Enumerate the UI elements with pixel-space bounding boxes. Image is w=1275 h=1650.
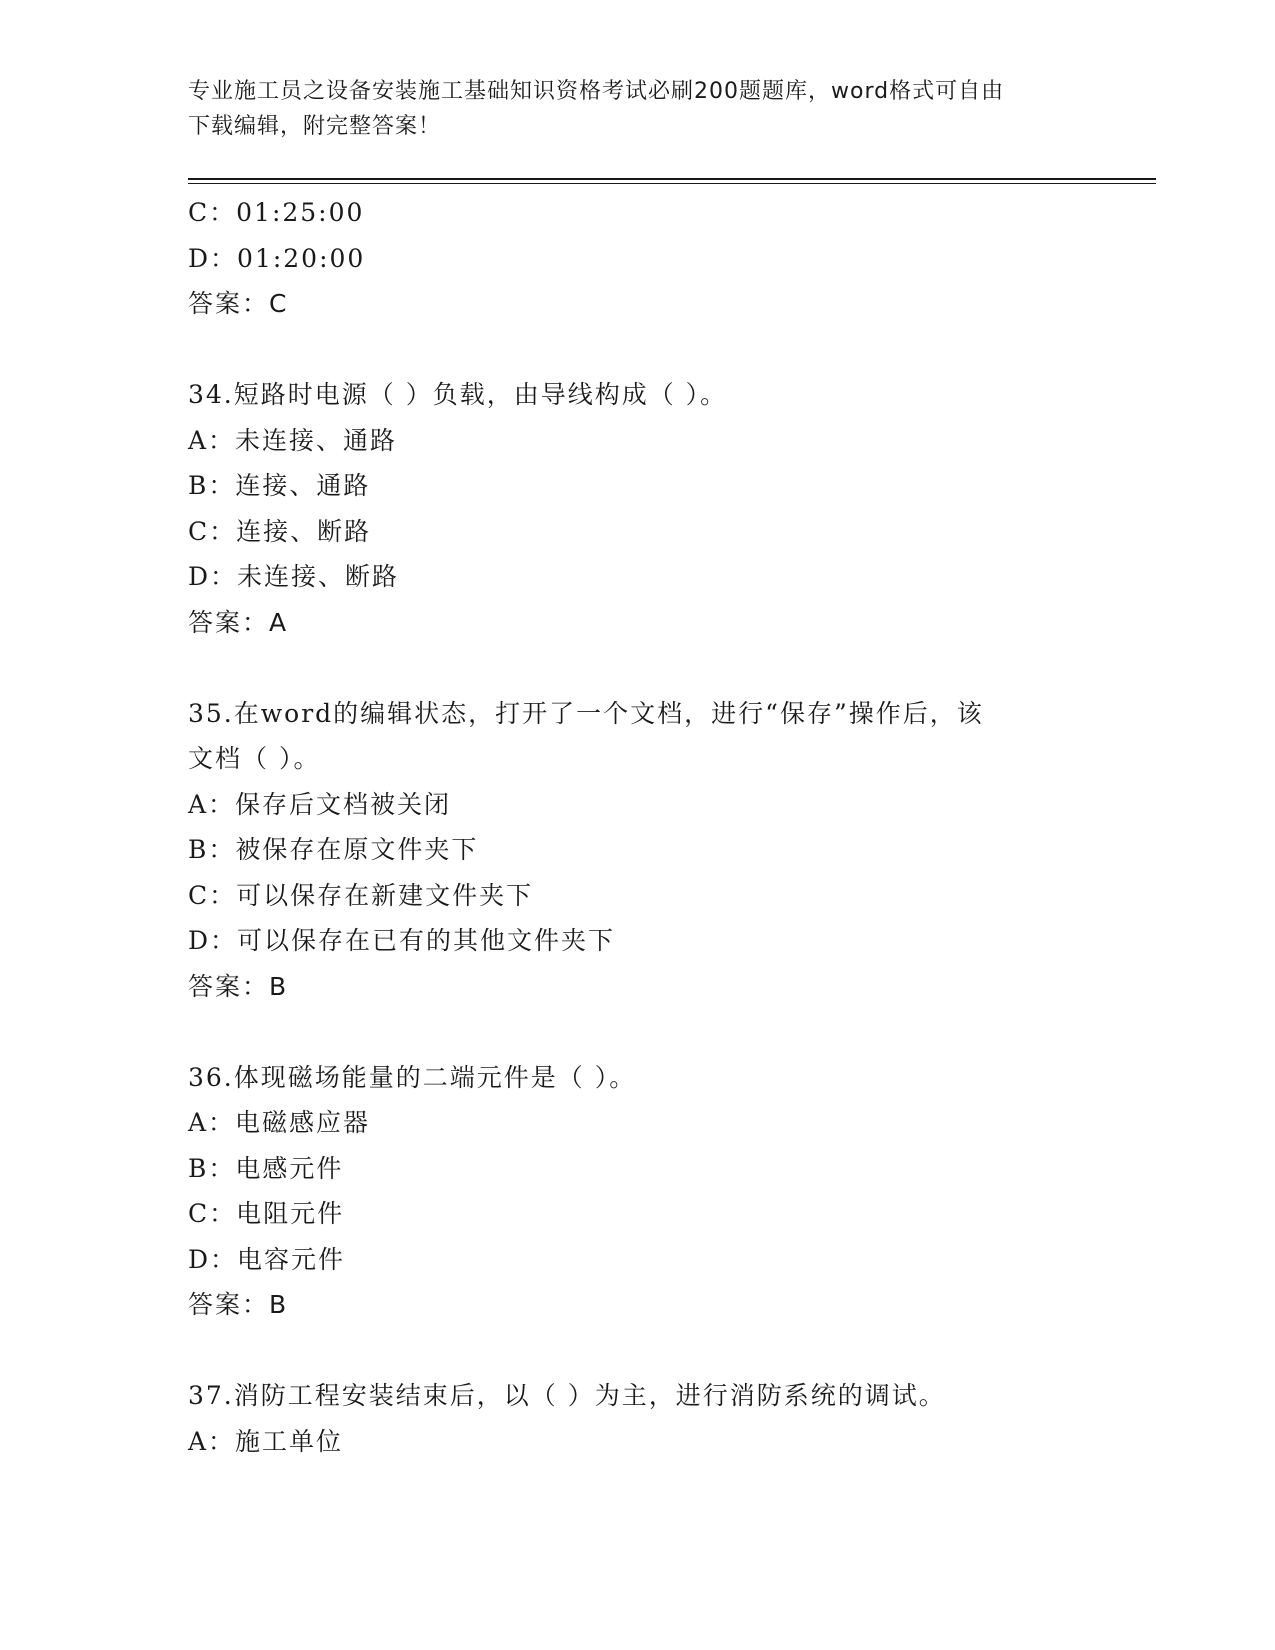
option-a: A：电磁感应器 [188,1108,371,1137]
question-list [188,190,1088,1464]
option-b: B：电感元件 [188,1153,344,1183]
option-c: C：连接、断路 [188,516,372,546]
question-33-continued [188,190,1088,327]
option-d: D：电容元件 [188,1244,346,1274]
option-a: A：未连接、通路 [188,425,398,455]
option-c: C：电阻元件 [188,1199,345,1228]
header-divider-thick [188,178,1156,180]
answer-line: 答案：B [188,971,289,1001]
answer-line: 答案：C [188,289,289,318]
option-b: B：连接、通路 [188,471,371,500]
option-d: D：01:20:00 [188,243,366,273]
question-text: 37.消防工程安装结束后，以（ ）为主，进行消防系统的调试。 [188,1381,946,1410]
option-d: D：可以保存在已有的其他文件夹下 [188,926,616,955]
answer-line: 答案：A [188,607,289,637]
spacer [188,327,1088,373]
spacer [188,1009,1088,1055]
answer-line: 答案：B [188,1290,289,1319]
question-text: 36.体现磁场能量的二端元件是（ ）。 [188,1062,637,1092]
question-34 [188,372,1088,645]
document-header [188,74,1088,144]
question-text: 34.短路时电源（ ）负载，由导线构成（ ）。 [188,380,728,409]
spacer [188,1328,1088,1374]
header-title-line-1: 专业施工员之设备安装施工基础知识资格考试必刷200题题库，word格式可自由 [188,79,1005,104]
question-text-line-2: 文档（ ）。 [188,744,321,773]
spacer [188,645,1088,691]
question-35 [188,691,1088,1010]
header-title-line-2: 下载编辑，附完整答案！ [188,114,442,139]
option-a: A：保存后文档被关闭 [188,789,452,819]
option-d: D：未连接、断路 [188,562,400,591]
question-text-line-1: 35.在word的编辑状态，打开了一个文档，进行“保存”操作后，该 [188,698,984,728]
header-divider-thin [188,183,1156,184]
question-37 [188,1373,1088,1464]
option-c: C：01:25:00 [188,198,365,227]
question-36 [188,1055,1088,1328]
option-c: C：可以保存在新建文件夹下 [188,880,534,910]
option-a: A：施工单位 [188,1426,344,1456]
option-b: B：被保存在原文件夹下 [188,835,479,864]
